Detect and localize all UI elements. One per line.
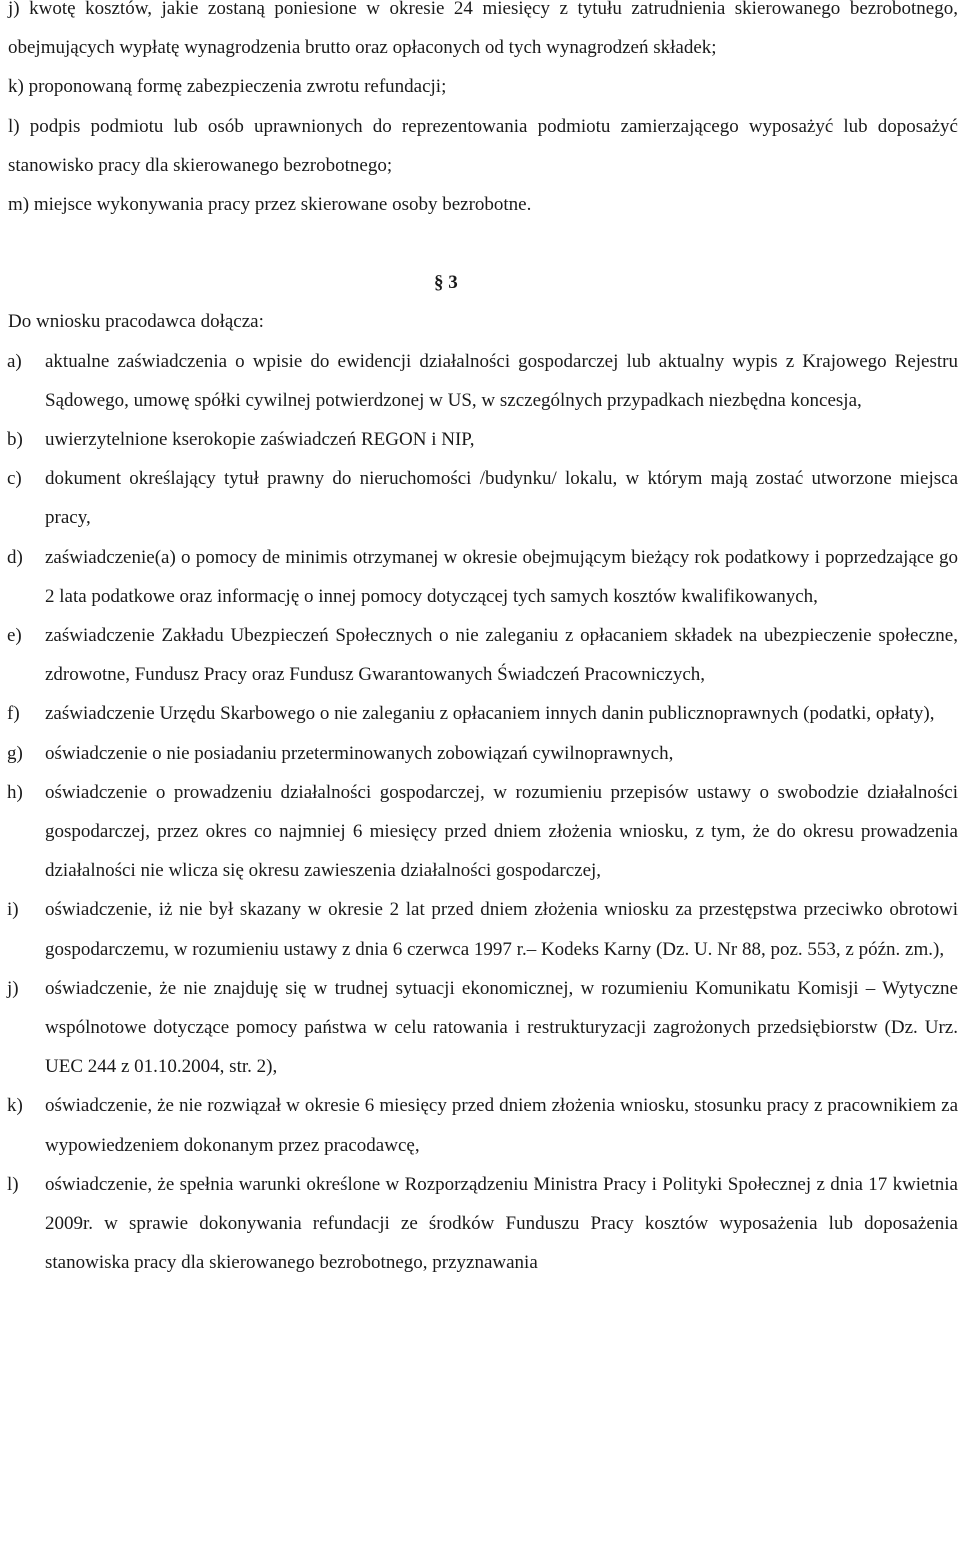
list-item-m: m) miejsce wykonywania pracy przez skierowane osoby bezrobotne. [8, 194, 532, 216]
list-item-text: zaświadczenie Zakładu Ubezpieczeń Społecznych o nie zaleganiu z opłacaniem składek na ubezpieczenie społeczne, zdrowotne, Fundusz Pracy oraz Fundusz Gwarantowanych Świadczeń Pracowniczych, [45, 625, 958, 686]
list-marker: i) [7, 899, 19, 921]
list-marker: l) [7, 1173, 19, 1195]
list-item [0, 890, 960, 968]
list-item [0, 694, 960, 733]
list-marker: g) [7, 742, 23, 764]
list-item [0, 734, 960, 773]
list-item-text: oświadczenie o prowadzeniu działalności gospodarczej, w rozumieniu przepisów ustawy o swobodzie działalności gospodarczej, przez okres co najmniej 6 miesięcy przed dniem złożenia wniosku, z tym, że do okresu prowadzenia działalności nie wlicza się okresu zawieszenia działalności gospodarczej, [45, 781, 958, 882]
list-item-l: l) podpis podmiotu lub osób uprawnionych do reprezentowania podmiotu zamierzającego wyposażyć lub doposażyć stanowisko pracy dla skierowanego bezrobotnego; [8, 115, 958, 176]
list-item-text: zaświadczenie Urzędu Skarbowego o nie zaleganiu z opłacaniem innych danin publicznoprawnych (podatki, opłaty), [45, 703, 935, 725]
list-item-text: oświadczenie o nie posiadaniu przeterminowanych zobowiązań cywilnoprawnych, [45, 742, 674, 764]
list-marker: e) [7, 625, 22, 647]
list-item [0, 1086, 960, 1164]
section-number: 3 [448, 272, 458, 294]
list-marker: a) [7, 350, 22, 372]
list-marker: j) [7, 977, 19, 999]
list-item-j: j) kwotę kosztów, jakie zostaną poniesione w okresie 24 miesięcy z tytułu zatrudnienia skierowanego bezrobotnego, obejmujących wypłatę wynagrodzenia brutto oraz opłaconych od tych wynagrodzeń składek; [8, 0, 958, 59]
list-item [0, 616, 960, 694]
list-marker: h) [7, 781, 23, 803]
attachments-intro: Do wniosku pracodawca dołącza: [8, 311, 264, 333]
section-heading: § 3 [434, 272, 458, 294]
list-item-k: k) proponowaną formę zabezpieczenia zwrotu refundacji; [8, 76, 447, 98]
list-item [0, 538, 960, 616]
list-marker: c) [7, 468, 22, 490]
list-item-text: oświadczenie, iż nie był skazany w okresie 2 lat przed dniem złożenia wniosku za przestępstwa przeciwko obrotowi gospodarczemu, w rozumieniu ustawy z dnia 6 czerwca 1997 r.– Kodeks Karny (Dz. U. Nr 88, poz. 553, z późn. zm.), [45, 899, 958, 960]
list-item [0, 459, 960, 537]
list-item [0, 1165, 960, 1283]
list-item-text: oświadczenie, że spełnia warunki określone w Rozporządzeniu Ministra Pracy i Polityki Społecznej z dnia 17 kwietnia 2009r. w sprawie dokonywania refundacji ze środków Funduszu Pracy kosztów wyposażenia lub doposażenia stanowiska pracy dla skierowanego bezrobotnego, przyznawania [45, 1173, 958, 1274]
list-item-text: aktualne zaświadczenia o wpisie do ewidencji działalności gospodarczej lub aktualny wypis z Krajowego Rejestru Sądowego, umowę spółki cywilnej potwierdzonej w US, w szczególnych przypadkach niezbędna koncesja, [45, 350, 958, 411]
list-item-text: oświadczenie, że nie znajduję się w trudnej sytuacji ekonomicznej, w rozumieniu Komunikatu Komisji – Wytyczne wspólnotowe dotyczące pomocy państwa w celu ratowania i restrukturyzacji zagrożonych przedsiębiorstw (Dz. Urz. UEC 244 z 01.10.2004, str. 2), [45, 977, 958, 1078]
list-item-text: zaświadczenie(a) o pomocy de minimis otrzymanej w okresie obejmującym bieżący rok podatkowy i poprzedzające go 2 lata podatkowe oraz informację o innej pomocy dotyczącej tych samych kosztów kwalifikowanych, [45, 546, 958, 607]
list-marker: d) [7, 546, 23, 568]
list-marker: f) [7, 703, 20, 725]
list-item [0, 773, 960, 891]
attachments-list [0, 342, 960, 1283]
list-item [0, 342, 960, 420]
list-item-text: oświadczenie, że nie rozwiązał w okresie 6 miesięcy przed dniem złożenia wniosku, stosunku pracy z pracownikiem za wypowiedzeniem dokonanym przez pracodawcę, [45, 1095, 958, 1156]
list-item [0, 420, 960, 459]
list-item [0, 969, 960, 1087]
list-marker: k) [7, 1095, 23, 1117]
list-item-text: dokument określający tytuł prawny do nieruchomości /budynku/ lokalu, w którym mają zostać utworzone miejsca pracy, [45, 468, 958, 529]
list-marker: b) [7, 429, 23, 451]
continuation-list [0, 0, 960, 224]
list-item-text: uwierzytelnione kserokopie zaświadczeń REGON i NIP, [45, 429, 475, 451]
